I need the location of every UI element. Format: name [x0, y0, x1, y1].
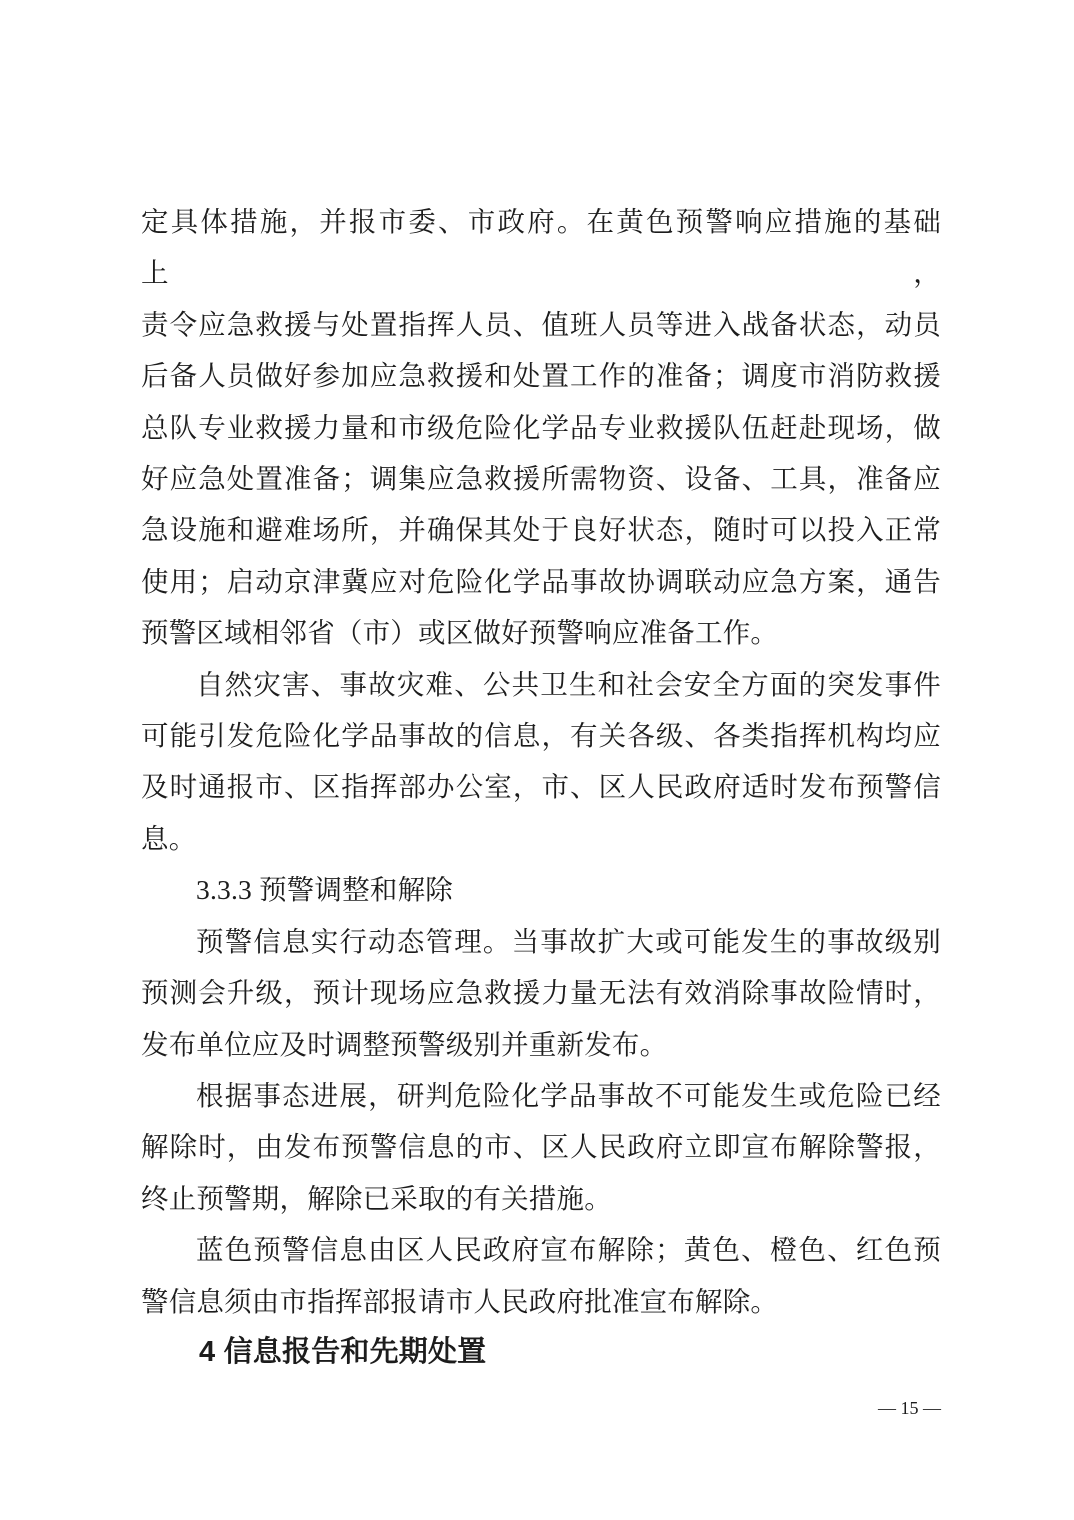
paragraph-line: 及时通报市、区指挥部办公室，市、区人民政府适时发布预警信: [141, 771, 941, 803]
paragraph-line: 发布单位应及时调整预警级别并重新发布。: [141, 1028, 668, 1060]
section-heading: 3.3.3 预警调整和解除: [196, 874, 453, 906]
paragraph-line: 自然灾害、事故灾难、公共卫生和社会安全方面的突发事件: [196, 668, 941, 700]
paragraph-line: 预测会升级，预计现场应急救援力量无法有效消除事故险情时，: [141, 977, 941, 1009]
paragraph-line: 后备人员做好参加应急救援和处置工作的准备；调度市消防救援: [141, 360, 941, 392]
page-number: — 15 —: [878, 1398, 941, 1418]
paragraph-line: 定具体措施，并报市委、市政府。在黄色预警响应措施的基础上，: [141, 206, 941, 289]
chapter-heading: 4 信息报告和先期处置: [199, 1335, 487, 1368]
text-block: [141, 196, 941, 1378]
paragraph-line: 预警信息实行动态管理。当事故扩大或可能发生的事故级别: [196, 925, 941, 957]
paragraph-line: 责令应急救援与处置指挥人员、值班人员等进入战备状态，动员: [141, 308, 941, 340]
paragraph-line: 可能引发危险化学品事故的信息，有关各级、各类指挥机构均应: [141, 720, 941, 752]
paragraph-line: 使用；启动京津冀应对危险化学品事故协调联动应急方案，通告: [141, 565, 941, 597]
paragraph-line: 息。: [141, 822, 197, 854]
paragraph-line: 终止预警期，解除已采取的有关措施。: [141, 1182, 612, 1214]
paragraph-line: 急设施和避难场所，并确保其处于良好状态，随时可以投入正常: [141, 514, 941, 546]
paragraph-line: 总队专业救援力量和市级危险化学品专业救援队伍赶赴现场，做: [141, 411, 941, 443]
paragraph-line: 好应急处置准备；调集应急救援所需物资、设备、工具，准备应: [141, 463, 941, 495]
paragraph-line: 根据事态进展，研判危险化学品事故不可能发生或危险已经: [196, 1079, 941, 1111]
paragraph-line: 预警区域相邻省（市）或区做好预警响应准备工作。: [141, 617, 779, 649]
paragraph-line: 解除时，由发布预警信息的市、区人民政府立即宣布解除警报，: [141, 1131, 941, 1163]
paragraph-line: 蓝色预警信息由区人民政府宣布解除；黄色、橙色、红色预: [196, 1234, 941, 1266]
paragraph-line: 警信息须由市指挥部报请市人民政府批准宣布解除。: [141, 1285, 779, 1317]
